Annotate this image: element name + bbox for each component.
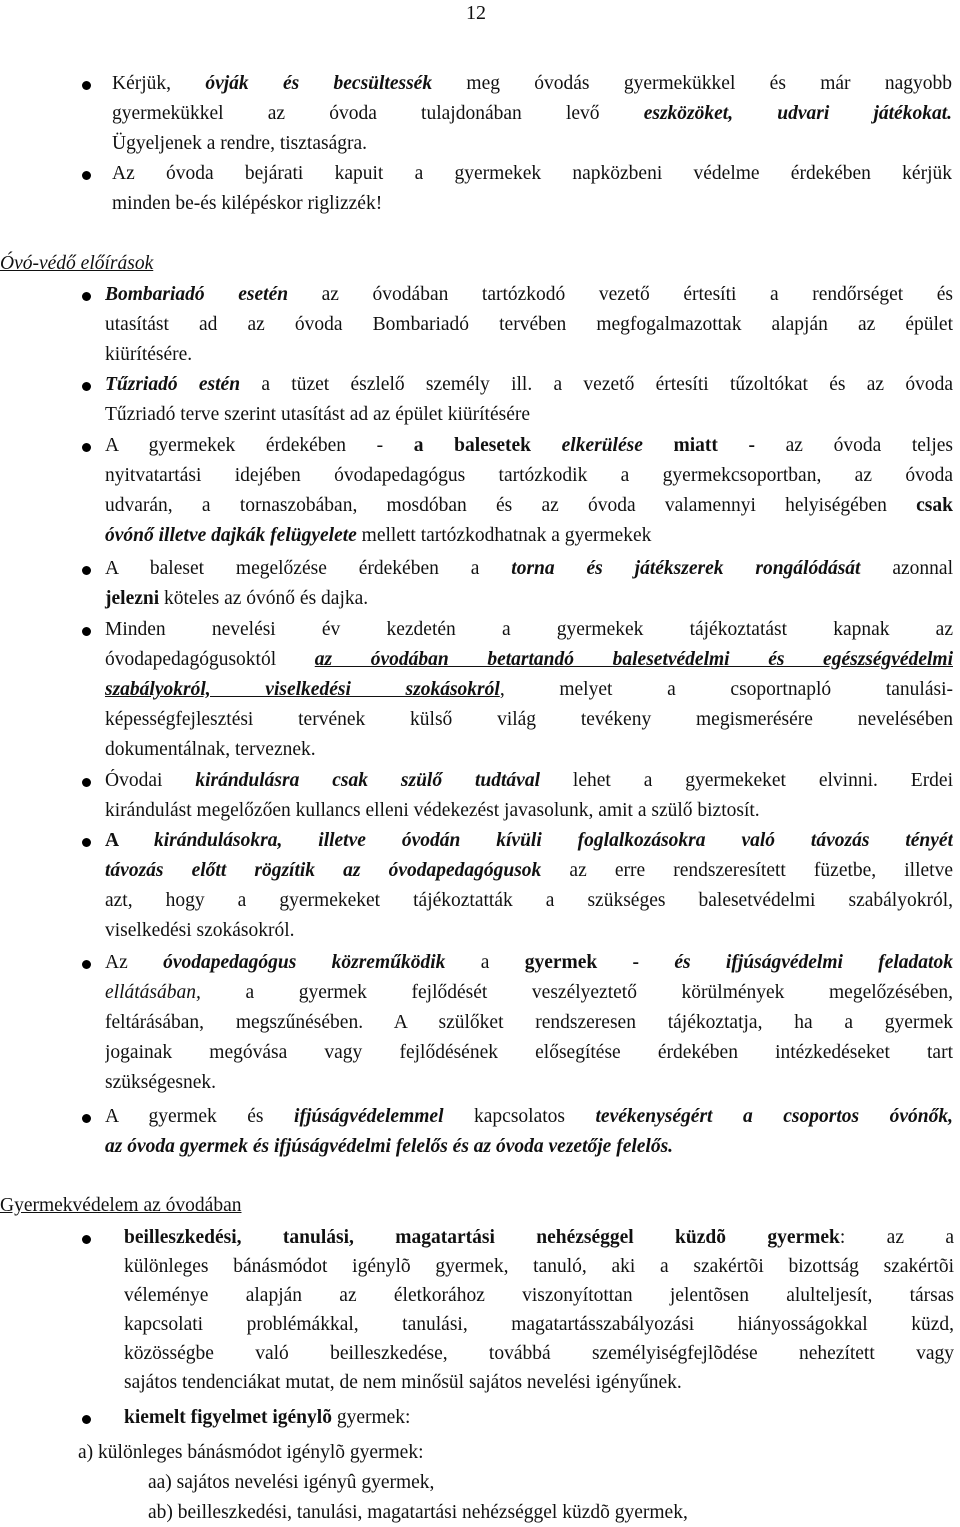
text-run: : az a <box>839 1227 954 1248</box>
text-run: tevékenységért a csoportos óvónők, <box>595 1106 953 1127</box>
text-run: távozás előtt rögzítik az óvodapedagógusok <box>105 860 542 881</box>
list-item-line <box>105 494 953 518</box>
list-item-line <box>105 464 953 488</box>
text-run: közösségbe való beilleszkedése, továbbá személyiségfejlõdése nehezített vagy <box>124 1343 954 1364</box>
text-run: A gyermek és <box>105 1106 295 1127</box>
text-run: Ügyeljenek a rendre, tisztaságra. <box>112 133 368 154</box>
sub-item-ab: ab) beilleszkedési, tanulási, magatartási nehézséggel küzdõ gyermek, <box>148 1502 688 1523</box>
list-item-line <box>105 587 368 611</box>
text-run: óvják és becsültessék <box>205 73 433 94</box>
text-run: óvodapedagógus közreműködik <box>163 952 446 973</box>
list-item-line <box>124 1255 954 1279</box>
text-run: elkerülése <box>561 435 643 456</box>
text-run: miatt - <box>642 435 756 456</box>
list-item-line <box>105 981 953 1005</box>
text-run: , melyet a csoportnapló tanulási- <box>499 679 953 700</box>
list-item-line <box>105 1105 953 1129</box>
list-item-line <box>105 1011 953 1035</box>
list-item-line <box>105 434 953 458</box>
text-run: óvodapedagógusoktól <box>105 649 315 670</box>
list-item-line <box>112 192 382 216</box>
text-run: az óvodában tartózkodó vezető értesíti a rendőrséget és <box>288 284 953 305</box>
text-run: beilleszkedési, tanulási, magatartási nehézséggel küzdõ gyermek <box>124 1227 840 1248</box>
text-run: gyermek: <box>331 1407 411 1428</box>
bullet-icon <box>82 443 91 452</box>
text-run: a gyermek fejlődését veszélyeztető körülmények megelőzésében, <box>200 982 953 1003</box>
list-item-line <box>124 1406 410 1430</box>
text-run: meg óvodás gyermekükkel és már nagyobb <box>432 73 952 94</box>
list-item-line <box>105 343 192 367</box>
list-item-line <box>105 738 316 762</box>
list-item-line <box>112 102 952 126</box>
text-run: A gyermekek érdekében - <box>105 435 414 456</box>
text-run: és ifjúságvédelmi feladatok <box>674 952 953 973</box>
text-run: udvarán, a tornaszobában, mosdóban és az óvoda valamennyi helyiségében <box>105 495 917 516</box>
text-run: Kérjük, <box>112 73 206 94</box>
list-item-line <box>105 283 953 307</box>
bullet-icon <box>82 382 91 391</box>
text-run: az erre rendszeresített füzetbe, illetve <box>541 860 953 881</box>
list-item-line <box>105 829 953 853</box>
text-run: óvónő illetve dajkák felügyelete <box>105 525 357 546</box>
text-run: feltárásában, megszűnésében. A szülőket rendszeresen tájékoztatja, ha a gyermek <box>105 1012 953 1033</box>
bullet-icon <box>82 171 91 180</box>
list-item-line <box>105 618 953 642</box>
text-run: azt, hogy a gyermekeket tájékoztatták a szükséges balesetvédelmi szabályokról, <box>105 890 953 911</box>
bullet-icon <box>82 1235 91 1244</box>
text-run: kapcsolatos <box>443 1106 596 1127</box>
text-run: a tüzet észlelő személy ill. a vezető értesíti tűzoltókat és az óvoda <box>240 374 953 395</box>
text-run: ellátásában, <box>105 982 201 1003</box>
list-item-line <box>105 889 953 913</box>
text-run: gyermekükkel az óvoda tulajdonában levő <box>112 103 644 124</box>
list-item-line <box>105 524 651 548</box>
list-item-line <box>105 919 295 943</box>
list-item-line <box>105 1071 216 1095</box>
list-item-line <box>105 708 953 732</box>
list-item-line <box>105 1135 673 1159</box>
text-run: az óvodában betartandó balesetvédelmi és egészségvédelmi <box>314 649 953 670</box>
text-run: torna és játékszerek rongálódását <box>511 558 861 579</box>
text-run: Az <box>105 952 164 973</box>
text-run: szükségesnek. <box>105 1072 217 1093</box>
text-run: A baleset megelőzése érdekében a <box>105 558 512 579</box>
text-run: kirándulást megelőzően kullancs elleni védekezést javasolunk, amit a szülő biztosít. <box>105 800 760 821</box>
sub-item-aa: aa) sajátos nevelési igényû gyermek, <box>148 1472 435 1493</box>
text-run: jelezni <box>105 588 160 609</box>
text-run: dokumentálnak, terveznek. <box>105 739 316 760</box>
text-run: kiürítésére. <box>105 344 193 365</box>
text-run: köteles az óvónő és dajka. <box>159 588 369 609</box>
text-run: véleménye alapján az életkorához viszonyítottan jelentõsen alulteljesít, társas <box>124 1285 954 1306</box>
list-item-line <box>124 1284 954 1308</box>
text-run: sajátos tendenciákat mutat, de nem minősül sajátos nevelési igényűnek. <box>124 1372 682 1393</box>
text-run: A <box>105 830 154 851</box>
list-item-line <box>112 162 952 186</box>
bullet-icon <box>82 778 91 787</box>
bullet-icon <box>82 960 91 969</box>
text-run: ifjúságvédelemmel <box>294 1106 444 1127</box>
section-heading-safety: Óvó-védő előírások <box>0 253 154 274</box>
list-item-line <box>105 313 953 337</box>
text-run: nyitvatartási idejében óvodapedagógus tartózkodik a gyermekcsoportban, az óvoda <box>105 465 953 486</box>
list-item-line <box>105 403 530 427</box>
list-item-line <box>105 799 760 823</box>
list-item-line <box>105 951 953 975</box>
text-run: különleges bánásmódot igénylõ gyermek, tanuló, aki a szakértõi bizottság szakértõi <box>124 1256 954 1277</box>
text-run: a <box>445 952 525 973</box>
list-item-line <box>112 132 367 156</box>
bullet-icon <box>82 1114 91 1123</box>
text-run: Tűzriadó estén <box>105 374 241 395</box>
list-item-line <box>124 1342 954 1366</box>
text-run: viselkedési szokásokról. <box>105 920 295 941</box>
bullet-icon <box>82 627 91 636</box>
text-run: minden be-és kilépéskor riglizzék! <box>112 193 383 214</box>
text-run: képességfejlesztési tervének külső világ tevékeny megismerésére nevelésében <box>105 709 953 730</box>
bullet-icon <box>82 292 91 301</box>
text-run: Tűzriadó terve szerint utasítást ad az épület kiürítésére <box>105 404 531 425</box>
list-item-line <box>105 1041 953 1065</box>
list-item-line <box>124 1226 954 1250</box>
text-run: csak <box>916 495 953 516</box>
text-run: jogainak megóvása vagy fejlődésének elősegítése érdekében intézkedéseket tart <box>105 1042 953 1063</box>
list-item-line <box>105 859 953 883</box>
list-item-line <box>105 678 953 702</box>
text-run: szabályokról, viselkedési szokásokról <box>105 679 500 700</box>
text-run: gyermek - <box>524 952 675 973</box>
text-run: kiemelt figyelmet igénylõ <box>124 1407 332 1428</box>
text-run: lehet a gyermekeket elvinni. Erdei <box>540 770 953 791</box>
text-run: utasítást ad az óvoda Bombariadó tervében megfogalmazottak alapján az épület <box>105 314 953 335</box>
text-run: azonnal <box>860 558 953 579</box>
list-item-line <box>105 769 953 793</box>
list-item-line <box>105 557 953 581</box>
bullet-icon <box>82 81 91 90</box>
page-number: 12 <box>466 2 486 24</box>
text-run: mellett tartózkodhatnak a gyermekek <box>356 525 652 546</box>
section-heading-child-protection: Gyermekvédelem az óvodában <box>0 1195 242 1216</box>
text-run: az óvoda gyermek és ifjúságvédelmi felelős és az óvoda vezetője felelős. <box>105 1136 674 1157</box>
text-run: Az óvoda bejárati kapuit a gyermekek napközbeni védelme érdekében kérjük <box>112 163 952 184</box>
text-run: az óvoda teljes <box>755 435 953 456</box>
sub-item-a: a) különleges bánásmódot igénylõ gyermek: <box>78 1442 424 1463</box>
text-run: kapcsolati problémákkal, tanulási, magatartásszabályozási hiányosságokkal küzd, <box>124 1314 954 1335</box>
text-run: Óvodai <box>105 770 196 791</box>
text-run: eszközöket, udvari játékokat. <box>643 103 952 124</box>
list-item-line <box>105 373 953 397</box>
text-run: a balesetek <box>413 435 562 456</box>
bullet-icon <box>82 566 91 575</box>
text-run: kirándulásra csak szülő tudtával <box>195 770 540 791</box>
list-item-line <box>124 1313 954 1337</box>
list-item-line <box>105 648 953 672</box>
list-item-line <box>112 72 952 96</box>
bullet-icon <box>82 1415 91 1424</box>
text-run: Bombariadó esetén <box>105 284 289 305</box>
text-run: kirándulásokra, illetve óvodán kívüli foglalkozásokra való távozás tényét <box>153 830 953 851</box>
bullet-icon <box>82 838 91 847</box>
list-item-line <box>124 1371 682 1395</box>
text-run: Minden nevelési év kezdetén a gyermekek tájékoztatást kapnak az <box>105 619 953 640</box>
